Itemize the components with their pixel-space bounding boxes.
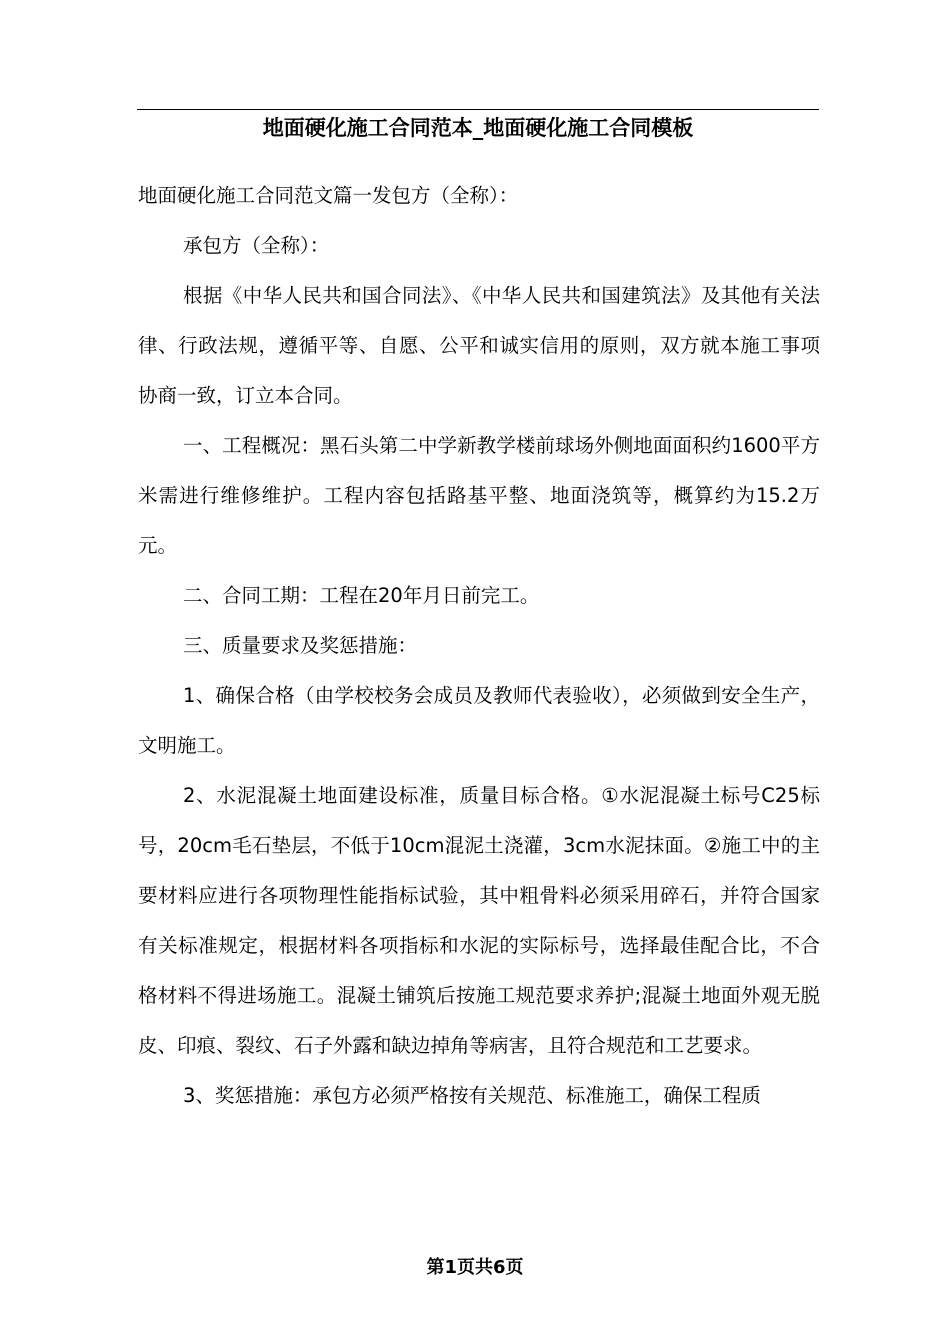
paragraph-quality-item-2: 2、水泥混凝土地面建设标准，质量目标合格。①水泥混凝土标号C25标号，20cm毛石垫层，不低于10cm混泥土浇灌，3cm水泥抹面。②施工中的主要材料应进行各项物理性能指标试验，其中粗骨料必须采用碎石，并符合国家有关标准规定，根据材料各项指标和水泥的实际标号，选择最佳配合比，不合格材料不得进场施工。混凝土铺筑后按施工规范要求养护;混凝土地面外观无脱皮、印痕、裂纹、石子外露和缺边掉角等病害，且符合规范和工艺要求。 [138,784,820,1057]
document-body [138,171,820,1121]
paragraph-employer: 地面硬化施工合同范文篇一发包方（全称）： [138,184,519,207]
header-rule [137,109,819,110]
paragraph-quality-item-1: 1、确保合格（由学校校务会成员及教师代表验收），必须做到安全生产，文明施工。 [138,684,820,757]
paragraph-quality-item-3: 3、奖惩措施：承包方必须严格按有关规范、标准施工，确保工程质 [183,1084,761,1107]
document-title: 地面硬化施工合同范本_地面硬化施工合同模板 [262,116,694,140]
paragraph-contract-period: 二、合同工期：工程在20年月日前完工。 [183,584,540,607]
paragraph-legal-basis: 根据《中华人民共和国合同法》、《中华人民共和国建筑法》及其他有关法律、行政法规，遵循平等、自愿、公平和诚实信用的原则，双方就本施工事项协商一致，订立本合同。 [138,284,820,407]
paragraph-quality-heading: 三、质量要求及奖惩措施： [183,634,418,657]
page-number-footer: 第1页共6页 [426,1257,524,1278]
paragraph-contractor: 承包方（全称）： [183,234,330,257]
paragraph-project-overview: 一、工程概况：黑石头第二中学新教学楼前球场外侧地面面积约1600平方米需进行维修维护。工程内容包括路基平整、地面浇筑等，概算约为15.2万元。 [138,434,820,557]
